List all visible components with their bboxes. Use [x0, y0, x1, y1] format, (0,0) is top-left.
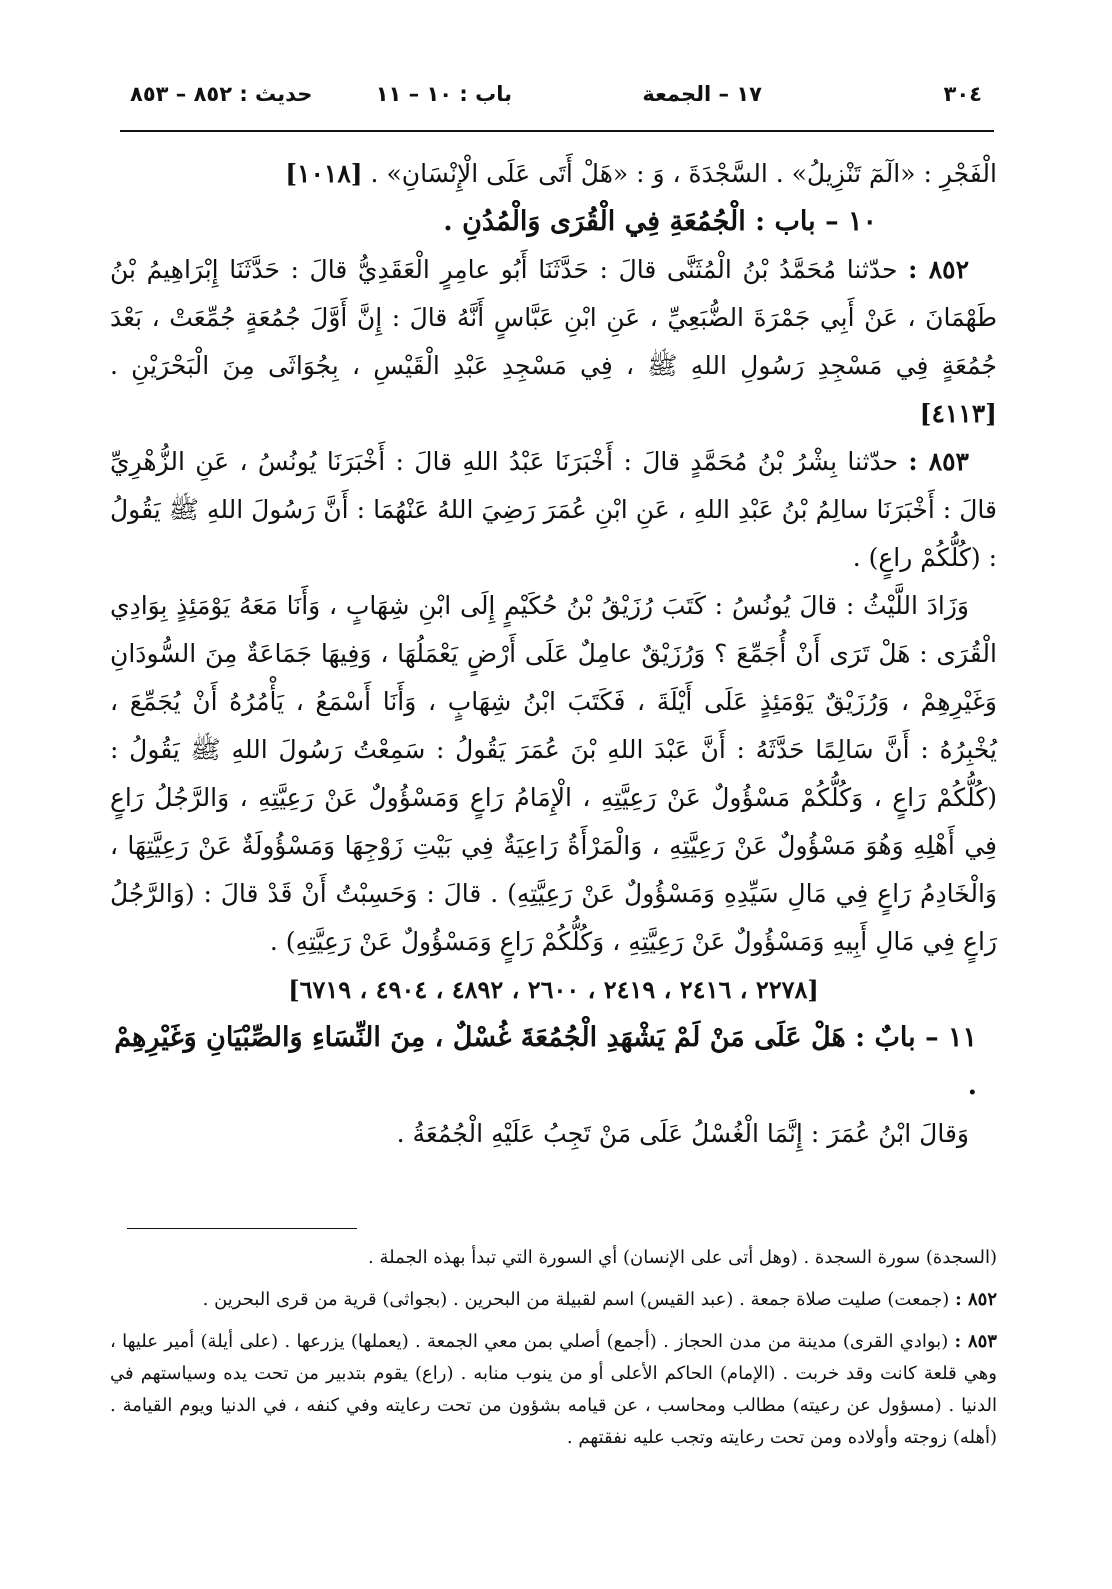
hadith-853-references: [٢٢٧٨ ، ٢٤١٦ ، ٢٤١٩ ، ٢٦٠٠ ، ٤٨٩٢ ، ٤٩٠٤ ، ٦٧١٩]: [288, 975, 819, 1004]
footnote-852-text: (جمعت) صليت صلاة جمعة . (عبد القيس) اسم لقبيلة من البحرين . (بجواثى) قرية من قرى البحرين .: [202, 1289, 950, 1310]
hadith-852: [110, 246, 997, 438]
continued-line: [110, 150, 997, 198]
running-header: [130, 82, 982, 122]
footnote-852: [110, 1284, 997, 1316]
hadith-852-number: ٨٥٢ :: [908, 255, 970, 284]
footnote-852-number: ٨٥٢ :: [955, 1289, 997, 1310]
main-text: [110, 150, 997, 1158]
footnote-rule: [127, 1228, 357, 1229]
chapter-10-heading: ١٠ – باب : الْجُمُعَةِ فِي الْقُرَى وَالْمُدُنِ .: [443, 206, 877, 237]
chapter-11-note: وَقالَ ابْنُ عُمَرَ : إِنَّمَا الْغُسْلُ عَلَى مَنْ تَجِبُ عَلَيْهِ الْجُمُعَةُ .: [396, 1119, 969, 1148]
hadith-853-number: ٨٥٣ :: [908, 447, 969, 476]
footnote-853-text: (بوادي القرى) مدينة من مدن الحجاز . (أجمع) أصلي بمن معي الجمعة . (يعملها) يزرعها . (على أيلة) أمير عليها ، وهي قلعة كانت وقد خربت . (الإمام) الحاكم الأعلى أو من ينوب منابه . (راع) يقوم بتدبير من تحت يده وسياستهم في الدنيا . (مسؤول عن رعيته) مطالب ومحاسب ، عن قيامه بشؤون من تحت رعايته وفي كنفه ، في الدنيا ويوم القيامة . (أهله) زوجته وأولاده ومن تحت رعايته وتجب عليه نفقتهم .: [110, 1331, 997, 1448]
hadith-853: [110, 438, 997, 582]
footnote-853: [110, 1326, 997, 1454]
page-number: ٣٠٤: [943, 82, 982, 106]
hadith-853-continuation: وَزَادَ اللَّيْثُ : قالَ يُونُسُ : كَتَبَ رُزَيْقُ بْنُ حُكَيْمٍ إِلَى ابْنِ شِهَابٍ ، وَأَنَا مَعَهُ يَوْمَئِذٍ بِوَادِي الْقُرَى : هَلْ تَرَى أَنْ أُجَمِّعَ ؟ وَرُزَيْقٌ عامِلٌ عَلَى أَرْضٍ يَعْمَلُهَا ، وَفِيهَا جَمَاعَةٌ مِنَ السُّودَانِ وَغَيْرِهِمْ ، وَرُزَيْقٌ يَوْمَئِذٍ عَلَى أَيْلَةَ ، فَكَتَبَ ابْنُ شِهَابٍ ، وَأَنَا أَسْمَعُ ، يَأْمُرُهُ أَنْ يُجَمِّعَ ، يُخْبِرُهُ : أَنَّ سَالِمًا حَدَّثَهُ : أَنَّ عَبْدَ اللهِ بْنَ عُمَرَ يَقُولُ : سَمِعْتُ رَسُولَ اللهِ ﷺ يَقُولُ : (كُلُّكُمْ رَاعٍ ، وَكُلُّكُمْ مَسْؤُولٌ عَنْ رَعِيَّتِهِ ، الْإِمَامُ رَاعٍ وَمَسْؤُولٌ عَنْ رَعِيَّتِهِ ، وَالرَّجُلُ رَاعٍ فِي أَهْلِهِ وَهُوَ مَسْؤُولٌ عَنْ رَعِيَّتِهِ ، وَالْمَرْأَةُ رَاعِيَةٌ فِي بَيْتِ زَوْجِهَا وَمَسْؤُولَةٌ عَنْ رَعِيَّتِهَا ، وَالْخَادِمُ رَاعٍ فِي مَالِ سَيِّدِهِ وَمَسْؤُولٌ عَنْ رَعِيَّتِهِ) . قالَ : وَحَسِبْتُ أَنْ قَدْ قالَ : (وَالرَّجُلُ رَاعٍ فِي مَالِ أَبِيهِ وَمَسْؤُولٌ عَنْ رَعِيَّتِهِ ، وَكُلُّكُمْ رَاعٍ وَمَسْؤُولٌ عَنْ رَعِيَّتِهِ) .: [110, 591, 997, 956]
footnote-1: (السجدة) سورة السجدة . (وهل أتى على الإنسان) أي السورة التي تبدأ بهذه الجملة .: [368, 1247, 997, 1268]
chapter-11-heading: ١١ – بابٌ : هَلْ عَلَى مَنْ لَمْ يَشْهَدِ الْجُمُعَةَ غُسْلٌ ، مِنَ النِّسَاءِ وَالصِّبْيَانِ وَغَيْرِهِمْ .: [114, 1022, 977, 1101]
header-rule: [120, 130, 994, 132]
footnote-853-number: ٨٥٣ :: [954, 1331, 997, 1352]
hadith-853-text: حدّثنا بِشْرُ بْنُ مُحَمَّدٍ قالَ : أَخْبَرَنَا عَبْدُ اللهِ قالَ : أَخْبَرَنَا يُونُسُ ، عَنِ الزُّهْرِيِّ قالَ : أَخْبَرَنَا سالِمُ بْنُ عَبْدِ اللهِ ، عَنِ ابْنِ عُمَرَ رَضِيَ اللهُ عَنْهُمَا : أَنَّ رَسُولَ اللهِ ﷺ يَقُولُ : (كُلُّكُمْ راعٍ) .: [110, 447, 997, 572]
continued-text: الْفَجْرِ : «الٓمٓ تَنْزِيلُ» . السَّجْدَةَ ، وَ : «هَلْ أَتَى عَلَى الْإِنْسَانِ» .: [370, 159, 997, 188]
chapter-range: باب : ١٠ – ١١: [375, 82, 512, 106]
hadith-852-reference: [٤١١٣]: [919, 399, 997, 428]
cross-reference: [١٠١٨]: [285, 159, 363, 188]
book-title: ١٧ – الجمعة: [642, 82, 762, 106]
footnotes: [110, 1242, 997, 1464]
hadith-range: حديث : ٨٥٢ – ٨٥٣: [130, 82, 313, 106]
hadith-852-text: حدّثنا مُحَمَّدُ بْنُ الْمُثَنَّى قالَ : حَدَّثَنَا أَبُو عامِرٍ الْعَقَدِيُّ قالَ : حَدَّثَنَا إِبْرَاهِيمُ بْنُ طَهْمَانَ ، عَنْ أَبِي جَمْرَةَ الضُّبَعِيِّ ، عَنِ ابْنِ عَبَّاسٍ أَنَّهُ قالَ : إِنَّ أَوَّلَ جُمُعَةٍ جُمِّعَتْ ، بَعْدَ جُمُعَةٍ فِي مَسْجِدِ رَسُولِ اللهِ ﷺ ، فِي مَسْجِدِ عَبْدِ الْقَيْسِ ، بِجُوَاثَى مِنَ الْبَحْرَيْنِ .: [110, 255, 997, 380]
